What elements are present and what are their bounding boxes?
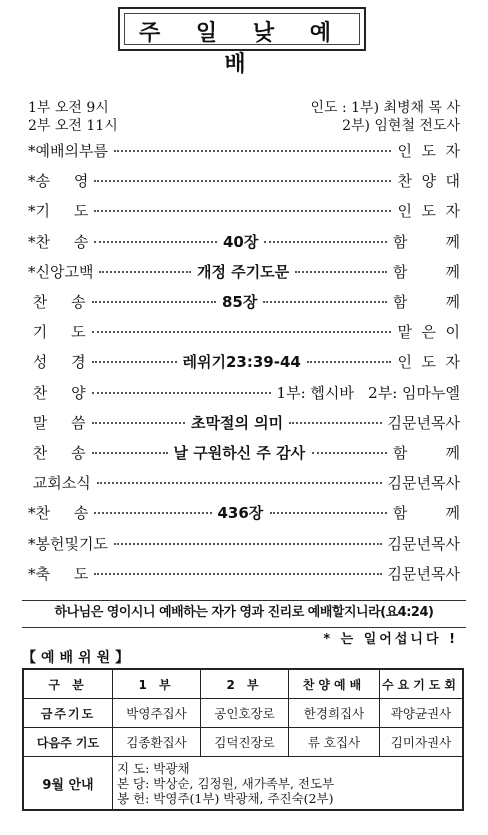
dot-leader bbox=[99, 271, 191, 273]
table-cell: 공인호장로 bbox=[201, 699, 289, 728]
service-leader: 2부) 임현철 전도사 bbox=[342, 118, 460, 134]
table-cell: 류 호집사 bbox=[289, 728, 380, 757]
order-label: *찬 송 bbox=[28, 232, 89, 251]
order-item bbox=[28, 502, 460, 524]
order-item bbox=[28, 200, 460, 222]
service-time: 2부 오전 11시 bbox=[28, 118, 118, 134]
order-item bbox=[28, 140, 460, 162]
dot-leader bbox=[92, 422, 185, 424]
order-content: 436장 bbox=[217, 504, 264, 523]
dot-leader bbox=[92, 392, 271, 394]
table-header: 구 분 bbox=[23, 669, 113, 699]
order-item bbox=[28, 533, 460, 555]
dot-leader bbox=[270, 512, 388, 514]
dot-leader bbox=[92, 361, 177, 363]
dot-leader bbox=[312, 452, 388, 454]
table-header: 찬양예배 bbox=[289, 669, 380, 699]
order-leader: 김문년목사 bbox=[387, 413, 460, 432]
order-label: *송 영 bbox=[28, 172, 89, 191]
table-row bbox=[23, 699, 463, 728]
order-label: 말 씀 bbox=[28, 413, 86, 432]
service-leader: 인도 : 1부) 최병채 목 사 bbox=[310, 100, 460, 116]
order-leader: 함 께 bbox=[392, 262, 460, 281]
table-header: 1 부 bbox=[113, 669, 201, 699]
order-leader: 김문년목사 bbox=[387, 564, 460, 583]
order-label: *축 도 bbox=[28, 564, 89, 583]
order-item bbox=[28, 442, 460, 464]
dot-leader bbox=[307, 361, 392, 363]
order-label: *봉헌및기도 bbox=[28, 534, 108, 553]
order-leader: 김문년목사 bbox=[387, 534, 460, 553]
table-cell: 김종환집사 bbox=[113, 728, 201, 757]
order-label: 찬 송 bbox=[28, 293, 86, 311]
dot-leader bbox=[94, 512, 212, 514]
dot-leader bbox=[94, 573, 382, 575]
dot-leader bbox=[114, 543, 382, 545]
row-header: 금주기도 bbox=[23, 699, 113, 728]
service-row-1 bbox=[28, 97, 460, 115]
order-content: 날 구원하신 주 감사 bbox=[173, 444, 306, 462]
order-label: *찬 송 bbox=[28, 504, 89, 523]
table-header: 2 부 bbox=[201, 669, 289, 699]
stand-notice: * 는 일어섭니다 ! bbox=[323, 632, 458, 647]
dot-leader bbox=[114, 150, 391, 152]
dot-leader bbox=[295, 271, 387, 273]
order-label: 성 경 bbox=[28, 353, 86, 372]
order-content: 초막절의 의미 bbox=[191, 413, 284, 432]
order-leader: 1부: 헵시바 2부: 임마누엘 bbox=[276, 383, 460, 402]
order-leader: 함 께 bbox=[392, 293, 460, 311]
order-content: 85장 bbox=[222, 293, 258, 311]
september-info bbox=[113, 757, 464, 811]
order-label: 교회소식 bbox=[28, 474, 91, 493]
table-cell: 곽양균권사 bbox=[380, 699, 464, 728]
order-leader: 함 께 bbox=[392, 444, 460, 462]
order-leader: 함 께 bbox=[392, 232, 460, 251]
order-item bbox=[28, 563, 460, 585]
order-item bbox=[28, 382, 460, 404]
order-label: 찬 송 bbox=[28, 444, 86, 462]
scripture-verse: 하나님은 영이시니 예배하는 자가 영과 진리로 예배할지니라(요4:24) bbox=[22, 600, 466, 628]
dot-leader bbox=[289, 422, 382, 424]
order-item bbox=[28, 291, 460, 313]
duty-section-title: 【예배위원】 bbox=[22, 650, 135, 666]
order-content: 40장 bbox=[223, 232, 259, 251]
table-cell: 박영주집사 bbox=[113, 699, 201, 728]
september-line: 봉 헌: 박영주(1부) 박광채, 주진숙(2부) bbox=[117, 790, 334, 806]
table-cell: 김미자권사 bbox=[380, 728, 464, 757]
table-header: 수요기도회 bbox=[380, 669, 464, 699]
order-leader: 인 도 자 bbox=[397, 142, 460, 160]
order-item bbox=[28, 231, 460, 253]
service-time: 1부 오전 9시 bbox=[28, 100, 109, 116]
order-item bbox=[28, 472, 460, 494]
dot-leader bbox=[263, 301, 387, 303]
order-content: 개정 주기도문 bbox=[197, 262, 290, 281]
table-header-row bbox=[23, 669, 463, 699]
table-cell: 한경희집사 bbox=[289, 699, 380, 728]
row-header: 9월 안내 bbox=[23, 757, 113, 811]
order-item bbox=[28, 321, 460, 343]
order-item bbox=[28, 261, 460, 283]
order-label: 기 도 bbox=[28, 323, 86, 342]
order-leader: 맡 은 이 bbox=[397, 323, 460, 342]
order-leader: 인 도 자 bbox=[397, 202, 460, 221]
page-title: 주 일 낮 예 배 bbox=[139, 21, 345, 77]
title-box bbox=[118, 7, 366, 77]
order-leader: 함 께 bbox=[392, 504, 460, 523]
order-item bbox=[28, 412, 460, 434]
order-label: *기 도 bbox=[28, 202, 89, 221]
dot-leader bbox=[92, 301, 216, 303]
order-item bbox=[28, 170, 460, 192]
service-row-2 bbox=[28, 115, 460, 133]
order-label: 찬 양 bbox=[28, 383, 86, 402]
table-cell: 김덕진장로 bbox=[201, 728, 289, 757]
table-row bbox=[23, 728, 463, 757]
dot-leader bbox=[92, 452, 168, 454]
dot-leader bbox=[92, 331, 391, 333]
order-leader: 인 도 자 bbox=[397, 353, 460, 372]
order-content: 레위기23:39-44 bbox=[182, 353, 301, 372]
duty-table bbox=[22, 668, 464, 811]
september-line: 본 당: 박상순, 김정원, 새가족부, 전도부 bbox=[117, 775, 335, 791]
september-line: 지 도: 박광채 bbox=[117, 760, 190, 776]
order-label: *예배의부름 bbox=[28, 142, 108, 160]
order-label: *신앙고백 bbox=[28, 262, 94, 281]
row-header: 다음주 기도 bbox=[23, 728, 113, 757]
dot-leader bbox=[94, 241, 217, 243]
dot-leader bbox=[94, 210, 391, 212]
order-item bbox=[28, 351, 460, 373]
dot-leader bbox=[97, 482, 382, 484]
order-leader: 김문년목사 bbox=[387, 474, 460, 493]
dot-leader bbox=[264, 241, 387, 243]
dot-leader bbox=[94, 180, 391, 182]
order-leader: 찬 양 대 bbox=[397, 172, 460, 191]
table-row bbox=[23, 757, 463, 811]
